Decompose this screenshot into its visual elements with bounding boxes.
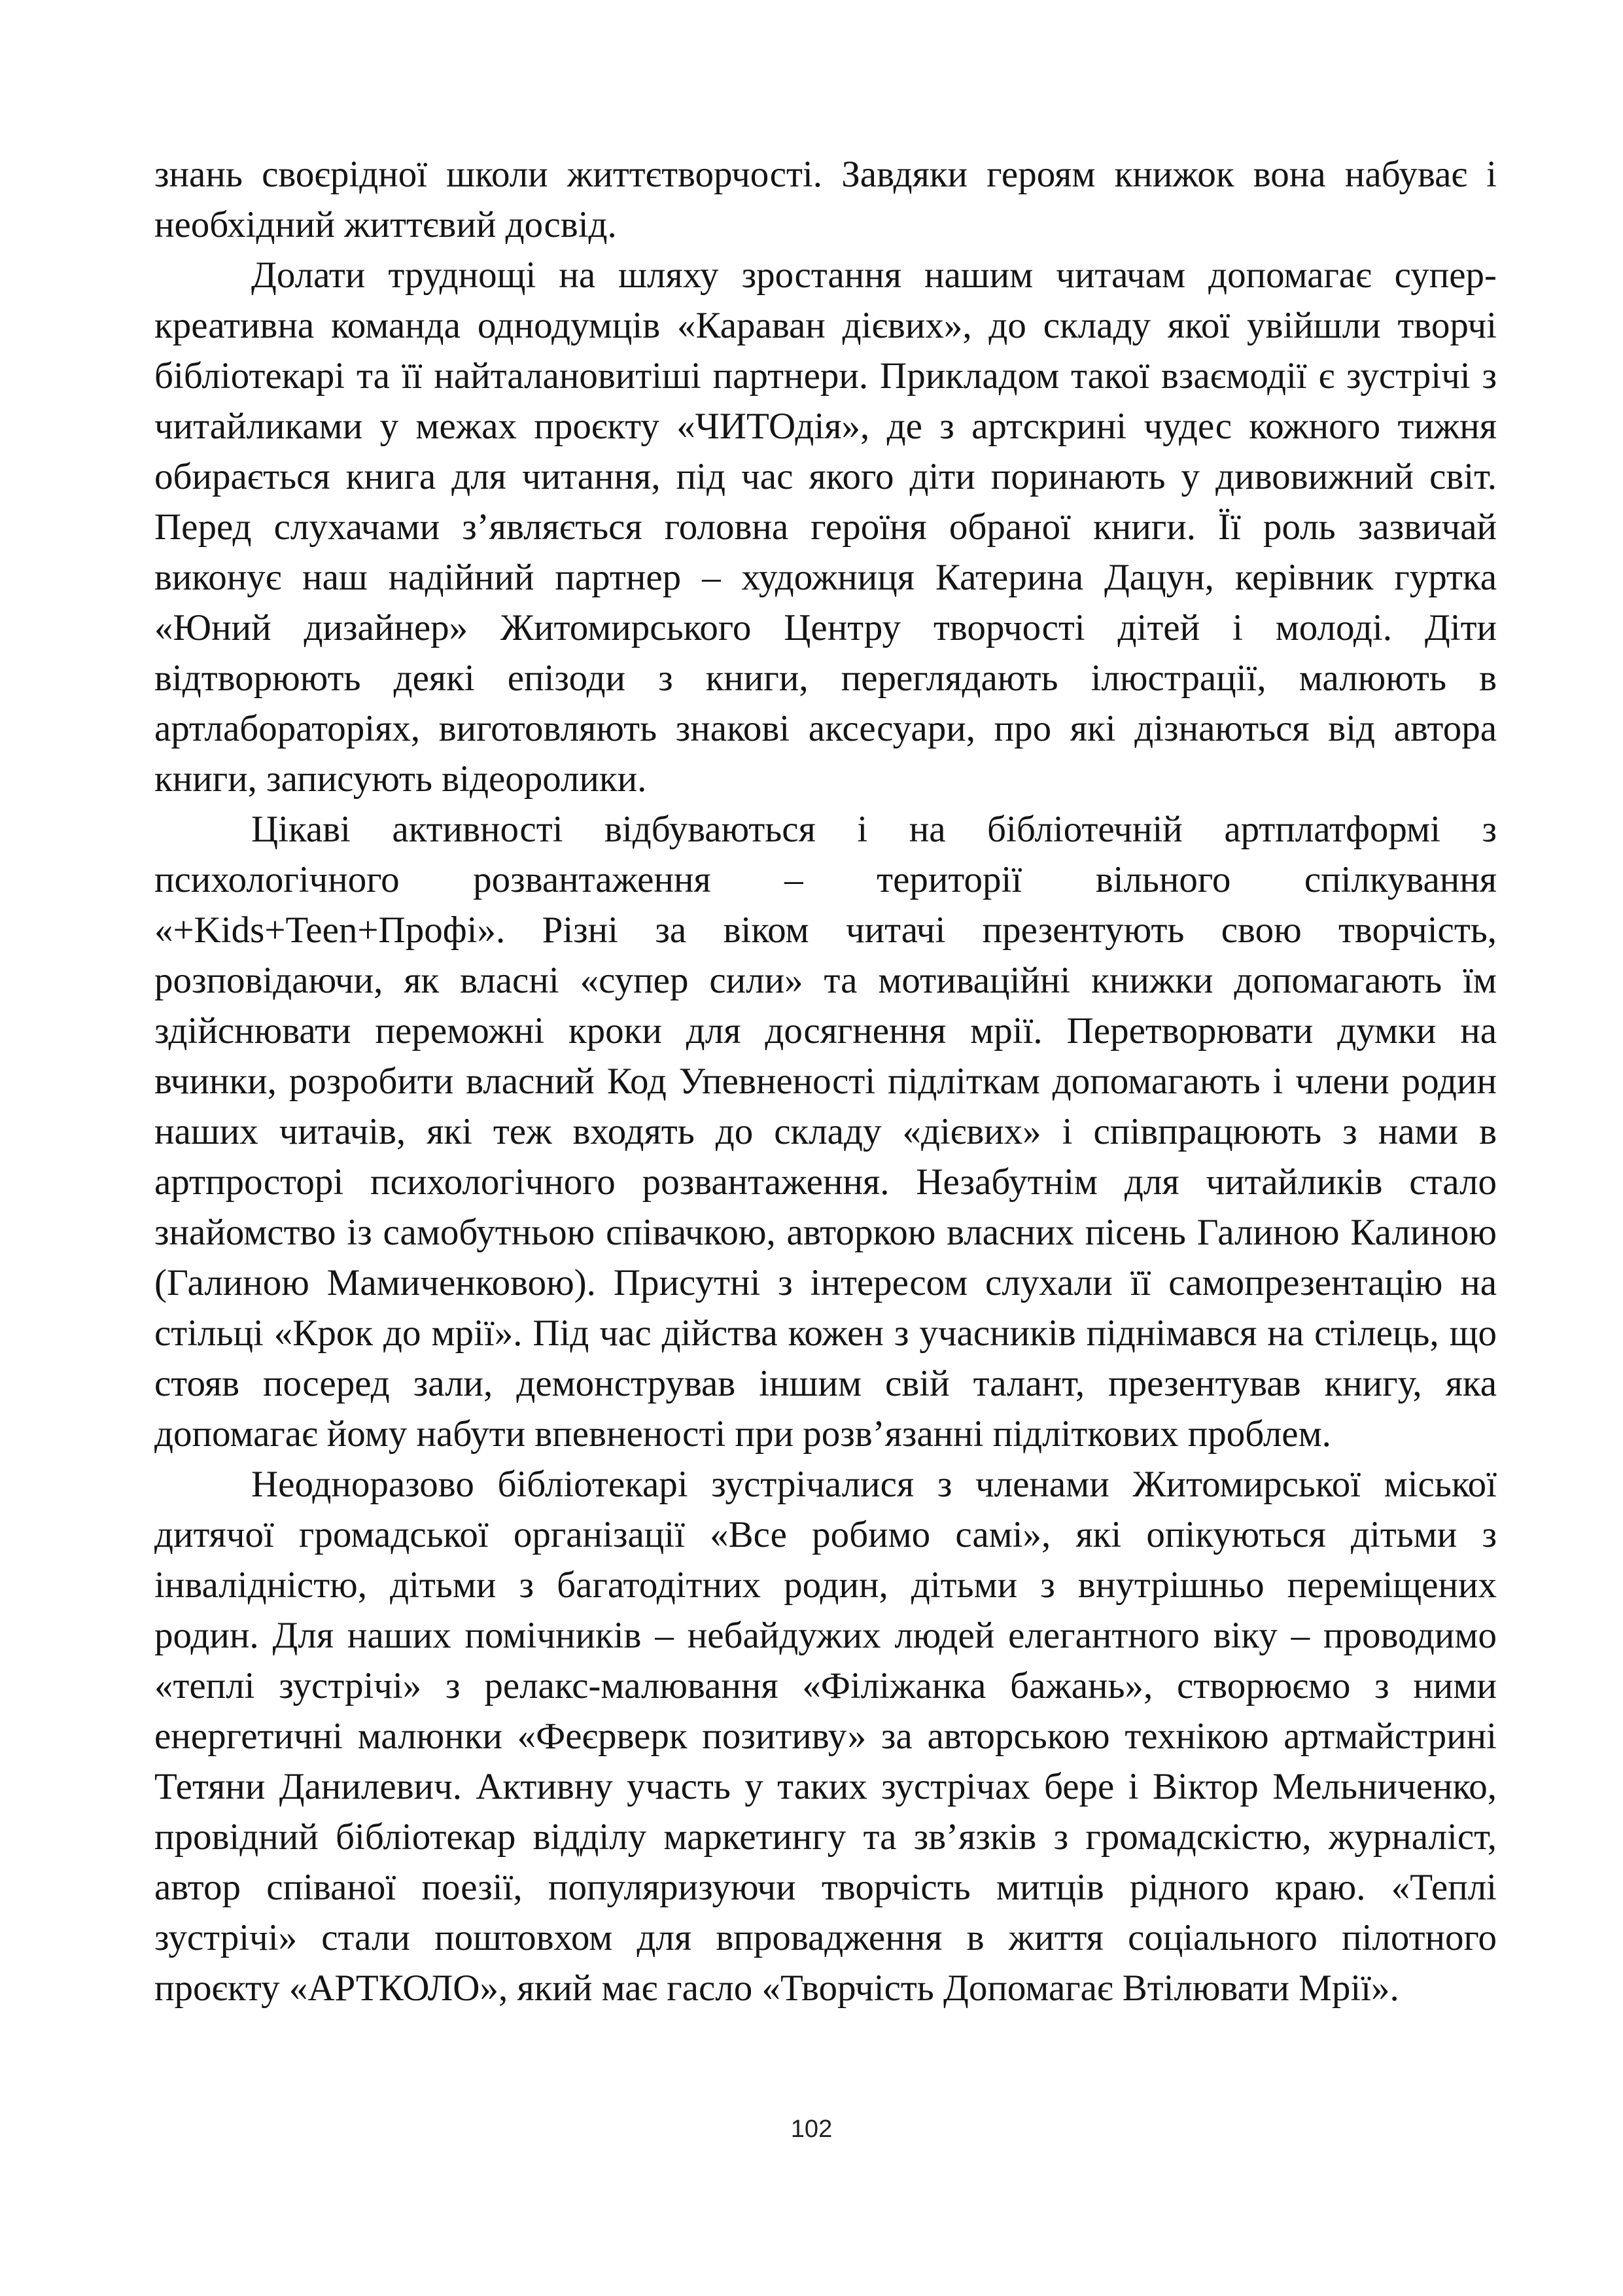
paragraph-continuation: знань своєрідної школи життєтворчості. Завдяки героям книжок вона набуває і необхідний життєвий досвід. <box>154 154 1497 245</box>
paragraph-artkolo: Неодноразово бібліотекарі зустрічалися з членами Житомирської міської дитячої громадської організації «Все робимо самі», які опікуються дітьми з інвалідністю, дітьми з багатодітних родин, дітьми з внутрішньо переміщених родин. Для наших помічників – небайдужих людей елегантного віку – проводимо «теплі зустрічі» з релакс-малювання «Філіжанка бажань», створюємо з ними енергетичні малюнки «Феєрверк позитиву» за авторською технікою артмайстрині Тетяни Данилевич. Активну участь у таких зустрічах бере і Віктор Мельниченко, провідний бібліотекар відділу маркетингу та зв’язків з громадскістю, журналіст, автор співаної поезії, популяризуючи творчість митців рідного краю. «Теплі зустрічі» стали поштовхом для впровадження в життя соціального пілотного проєкту «АРТКОЛО», який має гасло «Творчість Допомагає Втілювати Мрії». <box>154 1464 1497 2009</box>
paragraph-artplatform: Цікаві активності відбуваються і на бібліотечній артплатформі з психологічного розвантаження – території вільного спілкування «+Kids+Teen+Профі». Різні за віком читачі презентують свою творчість, розповідаючи, як власні «супер сили» та мотиваційні книжки допомагають їм здійснювати переможні кроки для досягнення мрії. Перетворювати думки на вчинки, розробити власний Код Упевненості підліткам допомагають і члени родин наших читачів, які теж входять до складу «дієвих» і співпрацюють з нами в артпросторі психологічного розвантаження. Незабутнім для читайликів стало знайомство із самобутньою співачкою, авторкою власних пісень Галиною Калиною (Галиною Мамиченковою). Присутні з інтересом слухали її самопрезентацію на стільці «Крок до мрії». Під час дійства кожен з учасників піднімався на стілець, що стояв посеред зали, демонстрував іншим свій талант, презентував книгу, яка допомагає йому набути впевненості при розв’язанні підліткових проблем. <box>154 809 1497 1455</box>
paragraph-karavan: Долати труднощі на шляху зростання нашим читачам допомагає супер-креативна команда однодумців «Караван дієвих», до складу якої увійшли творчі бібліотекарі та її найталановитіші партнери. Прикладом такої взаємодії є зустрічі з читайликами у межах проєкту «ЧИТОдія», де з артскрині чудес кожного тижня обирається книга для читання, під час якого діти поринають у дивовижний світ. Перед слухачами з’являється головна героїня обраної книги. Її роль зазвичай виконує наш надійний партнер – художниця Катерина Дацун, керівник гуртка «Юний дизайнер» Житомирського Центру творчості дітей і молоді. Діти відтворюють деякі епізоди з книги, переглядають ілюстрації, малюють в артлабораторіях, виготовляють знакові аксесуари, про які дізнаються від автора книги, записують відеоролики. <box>154 255 1497 800</box>
document-page <box>154 149 1497 2013</box>
page-number: 102 <box>790 2115 833 2143</box>
